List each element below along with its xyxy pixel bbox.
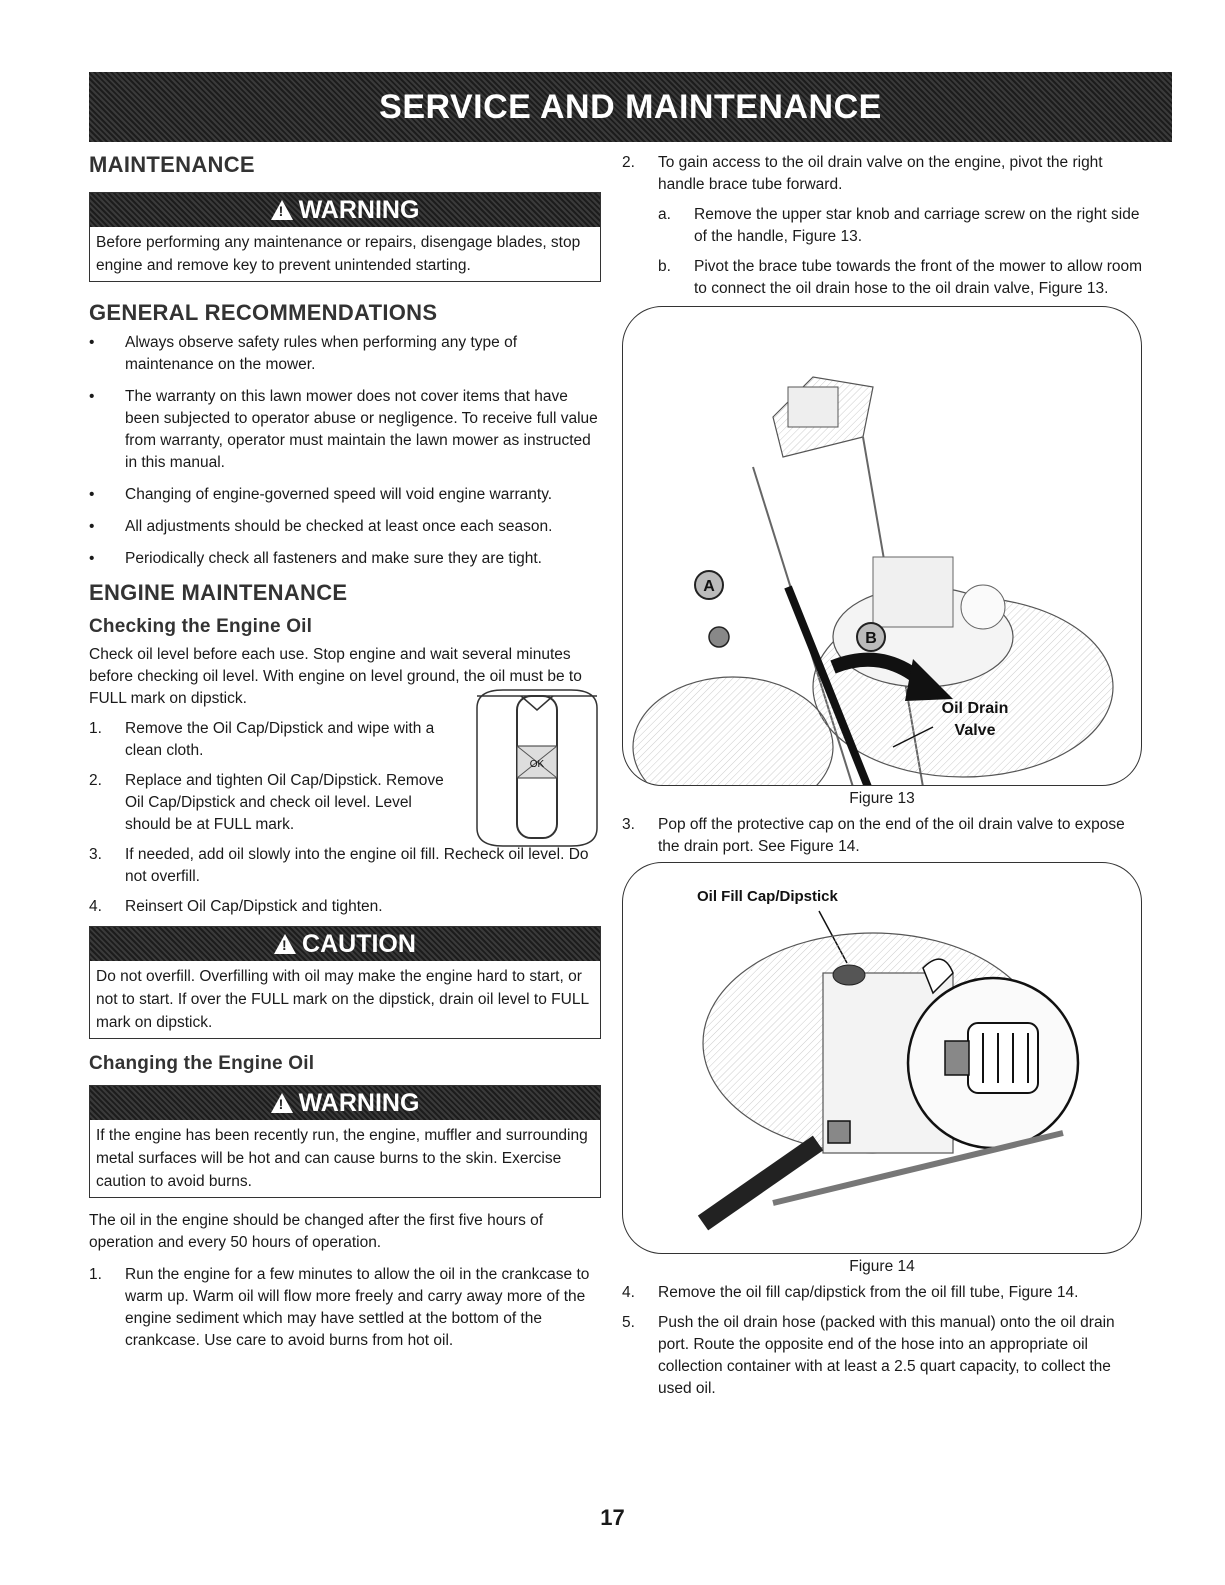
warning-header: [90, 193, 600, 227]
caution-header: [90, 927, 600, 961]
warning-box-1: [89, 192, 601, 282]
list-item: • All adjustments should be checked at least once each season.: [89, 516, 601, 538]
general-recommendations-list: [89, 332, 601, 570]
checking-oil-intro: Check oil level before each use. Stop engine and wait several minutes before checking oil level. With engine on level ground, the oil must be to FULL mark on dipstick.: [89, 646, 582, 707]
list-item: • Always observe safety rules when performing any type of maintenance on the mower.: [89, 332, 601, 376]
dipstick-ok-label: OK: [529, 759, 545, 770]
list-item: 1. Run the engine for a few minutes to allow the oil in the crankcase to warm up. Warm oil will flow more freely and carry away more of the engine sediment which may have settled at the bottom of the crankcase. Use care to avoid burns from hot oil.: [89, 1266, 590, 1349]
draining-steps-3: [622, 814, 1142, 858]
changing-oil-steps: [89, 1264, 601, 1352]
warning-text: Before performing any maintenance or repairs, disengage blades, stop engine and remove key to prevent unintended starting.: [96, 234, 581, 274]
list-item: 4. Remove the oil fill cap/dipstick from the oil fill tube, Figure 14.: [622, 1284, 1079, 1301]
caution-label: CAUTION: [302, 929, 416, 958]
warning-label: WARNING: [298, 195, 420, 224]
figure-14-caption: Figure 14: [849, 1258, 915, 1275]
list-item: • The warranty on this lawn mower does not cover items that have been subjected to operator abuse or negligence. To receive full value from warranty, operator must maintain the lawn mower as instructed in this manual.: [89, 386, 601, 474]
warning-box-2: [89, 1085, 601, 1198]
left-column: [89, 152, 601, 1360]
list-item: 4. Reinsert Oil Cap/Dipstick and tighten.: [89, 898, 383, 915]
label-a: A: [703, 578, 715, 595]
checking-oil-section: [89, 644, 601, 918]
list-item: • Changing of engine-governed speed will void engine warranty.: [89, 484, 601, 506]
list-item: a. Remove the upper star knob and carriage screw on the right side of the handle, Figure 13.: [658, 206, 1140, 245]
warning-triangle-icon: [271, 1093, 293, 1113]
engine-maintenance-heading: ENGINE MAINTENANCE: [89, 580, 348, 605]
list-item: 3. If needed, add oil slowly into the engine oil fill. Recheck oil level. Do not overfill.: [89, 846, 589, 885]
warning-text: If the engine has been recently run, the engine, muffler and surrounding metal surfaces will be hot and can cause burns to the skin. Exercise caution to avoid burns.: [96, 1127, 588, 1190]
caution-text: Do not overfill. Overfilling with oil may make the engine hard to start, or not to start. If over the FULL mark on the dipstick, drain oil level to FULL mark on dipstick.: [96, 968, 589, 1031]
draining-steps-4-5: [622, 1282, 1142, 1400]
list-item: 3. Pop off the protective cap on the end of the oil drain valve to expose the drain port. See Figure 14.: [622, 816, 1125, 855]
figure-13-caption: Figure 13: [849, 790, 915, 807]
oil-fill-cap-callout: Oil Fill Cap/Dipstick: [697, 888, 838, 905]
warning-header: [90, 1086, 600, 1120]
oil-drain-valve-callout-line2: Valve: [954, 722, 996, 739]
draining-substeps: [658, 204, 1142, 300]
right-column: [622, 152, 1142, 1408]
checking-oil-heading: Checking the Engine Oil: [89, 616, 313, 637]
list-item: 2. Replace and tighten Oil Cap/Dipstick. Remove Oil Cap/Dipstick and check oil level. Level should be at FULL mark.: [89, 772, 444, 833]
caution-triangle-icon: [274, 934, 296, 954]
figure-13: [622, 306, 1142, 786]
list-item: 2. To gain access to the oil drain valve on the engine, pivot the right handle brace tube forward.: [622, 154, 1103, 193]
oil-drain-valve-callout-line1: Oil Drain: [941, 700, 1009, 717]
list-item: 1. Remove the Oil Cap/Dipstick and wipe with a clean cloth.: [89, 720, 435, 759]
figure-14-illustration: [623, 863, 1142, 1253]
caution-box: [89, 926, 601, 1039]
warning-label: WARNING: [298, 1088, 420, 1117]
changing-oil-heading: Changing the Engine Oil: [89, 1053, 315, 1074]
maintenance-heading: MAINTENANCE: [89, 152, 255, 177]
figure-14: [622, 862, 1142, 1254]
section-title: SERVICE AND MAINTENANCE: [379, 87, 882, 126]
draining-steps: [622, 152, 1142, 196]
label-b: B: [865, 630, 877, 647]
checking-oil-steps: [89, 718, 601, 918]
changing-oil-intro: The oil in the engine should be changed after the first five hours of operation and every 50 hours of operation.: [89, 1212, 544, 1251]
page-number: 17: [600, 1505, 625, 1530]
section-banner: [89, 72, 1172, 142]
list-item: 5. Push the oil drain hose (packed with this manual) onto the oil drain port. Route the opposite end of the hose into an appropriate oil collection container with at least a 2.5 quart capacity, to collect the used oil.: [622, 1314, 1115, 1397]
warning-triangle-icon: [271, 200, 293, 220]
general-recommendations-heading: GENERAL RECOMMENDATIONS: [89, 300, 438, 325]
figure-13-illustration: [623, 307, 1142, 785]
list-item: b. Pivot the brace tube towards the front of the mower to allow room to connect the oil drain hose to the oil drain valve, Figure 13.: [658, 258, 1143, 297]
list-item: • Periodically check all fasteners and make sure they are tight.: [89, 548, 601, 570]
